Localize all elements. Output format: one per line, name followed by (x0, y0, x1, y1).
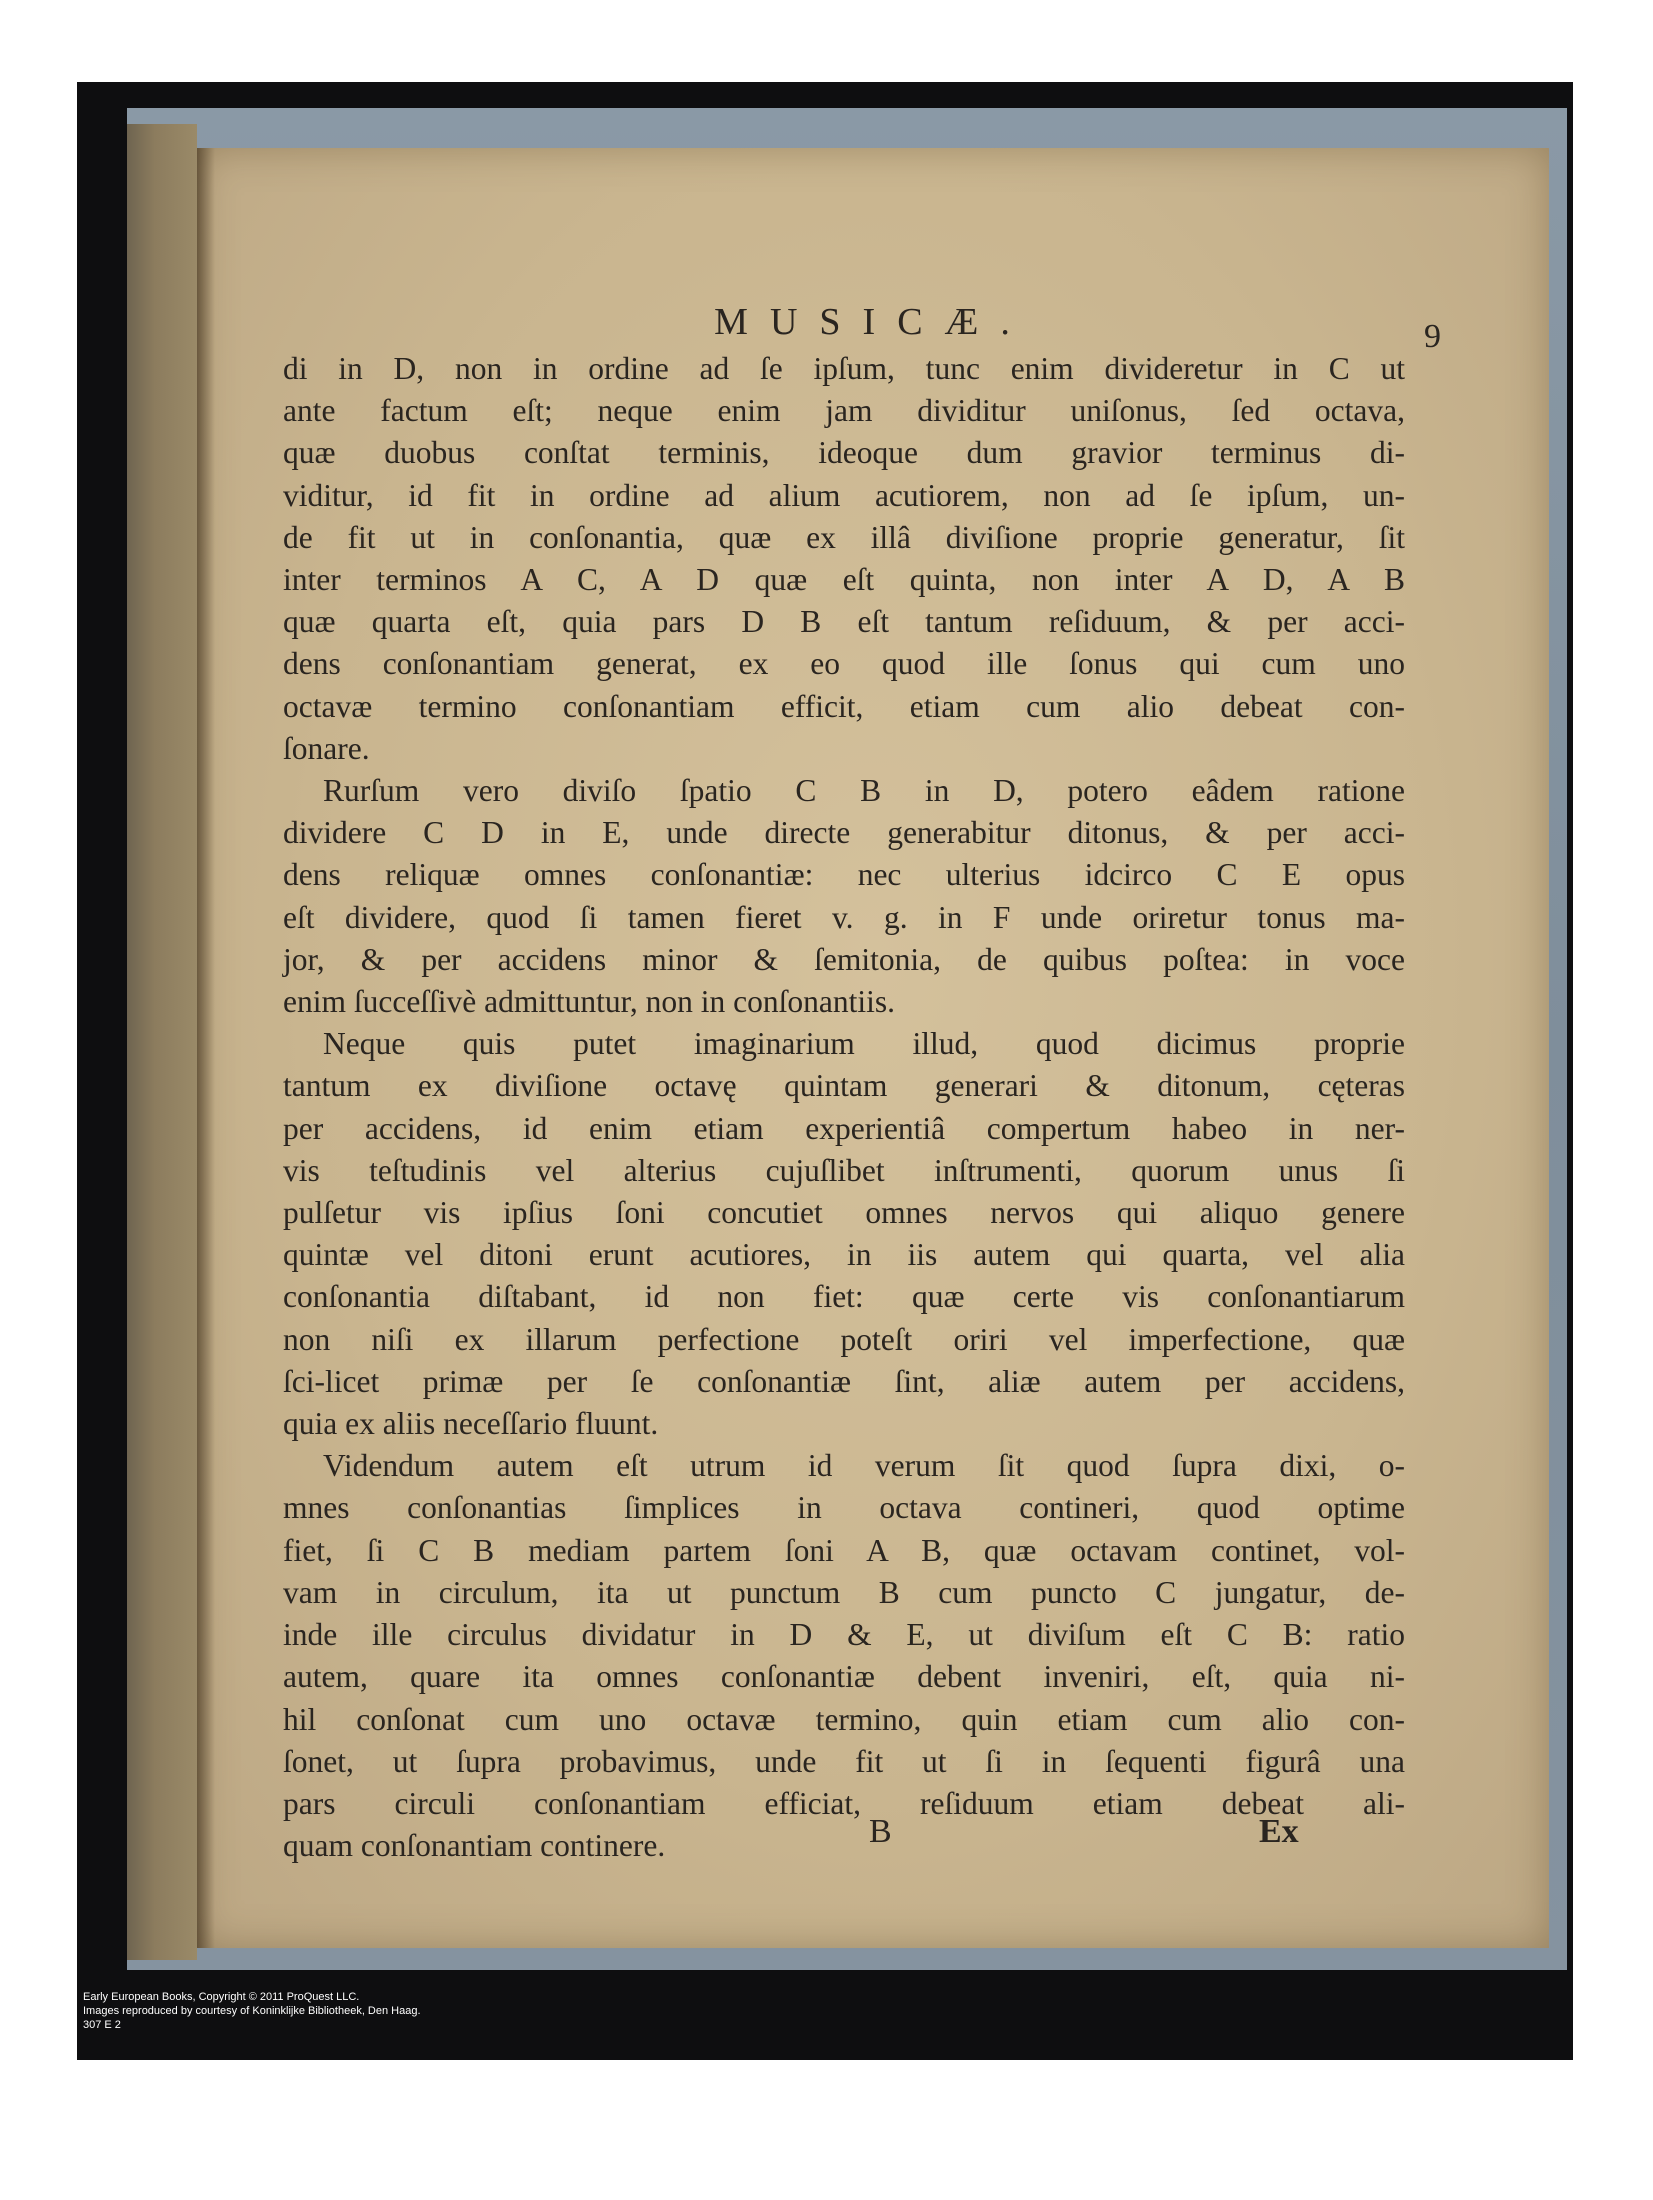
gutter-shadow (197, 148, 215, 1948)
running-head: MUSICÆ. (714, 301, 1032, 343)
text-line: pars circuli conſonantiam efficiat, reſiduum etiam debeat ali- (283, 1785, 1405, 1821)
text-line: ante factum eſt; neque enim jam dividitur uniſonus, ſed octava, (283, 393, 1405, 429)
text-line: vis teſtudinis vel alterius cujuſlibet inſtrumenti, quorum unus ſi (283, 1152, 1405, 1188)
text-line: pulſetur vis ipſius ſoni concutiet omnes nervos qui aliquo genere (283, 1195, 1405, 1231)
text-line: non niſi ex illarum perfectione poteſt oriri vel imperfectione, quæ (283, 1321, 1405, 1357)
text-line: mnes conſonantias ſimplices in octava contineri, quod optime (283, 1490, 1405, 1526)
text-line: vam in circulum, ita ut punctum B cum puncto C jungatur, de- (283, 1574, 1405, 1610)
text-line: Neque quis putet imaginarium illud, quod dicimus proprie (323, 1026, 1405, 1062)
text-line: octavæ termino conſonantiam efficit, etiam cum alio debeat con- (283, 688, 1405, 724)
text-line: Rurſum vero diviſo ſpatio C B in D, potero eâdem ratione (323, 773, 1405, 809)
catchword: Ex (1259, 1813, 1299, 1850)
footer-credits (83, 1990, 421, 2032)
courtesy-line: Images reproduced by courtesy of Koninklijke Bibliotheek, Den Haag. (83, 2005, 421, 2017)
text-line: quæ duobus conſtat terminis, ideoque dum gravior terminus di- (283, 435, 1405, 471)
text-line: di in D, non in ordine ad ſe ipſum, tunc enim divideretur in C ut (283, 351, 1405, 386)
paragraph (283, 1445, 1405, 1867)
scan-frame (77, 82, 1573, 2060)
paragraph (283, 348, 1405, 770)
text-line: conſonantia diſtabant, id non fiet: quæ certe vis conſonantiarum (283, 1279, 1405, 1315)
text-line: ſci-licet primæ per ſe conſonantiæ ſint, aliæ autem per accidens, (283, 1363, 1405, 1399)
book-page (197, 148, 1549, 1948)
text-line: eſt dividere, quod ſi tamen fieret v. g. in F unde oriretur tonus ma- (283, 899, 1405, 935)
body-text (283, 348, 1405, 1867)
text-line: inter terminos A C, A D quæ eſt quinta, non inter A D, A B (283, 562, 1405, 598)
binding-board (127, 108, 1567, 1970)
text-line: dens conſonantiam generat, ex eo quod ille ſonus qui cum uno (283, 646, 1405, 682)
copyright-line: Early European Books, Copyright © 2011 ProQuest LLC. (83, 1991, 360, 2003)
text-line: quintæ vel ditoni erunt acutiores, in iis autem qui quarta, vel alia (283, 1237, 1405, 1273)
paragraph (283, 1023, 1405, 1445)
text-line: dividere C D in E, unde directe generabitur ditonus, & per acci- (283, 815, 1405, 851)
text-line: autem, quare ita omnes conſonantiæ debent inveniri, eſt, quia ni- (283, 1659, 1405, 1695)
text-line: hil conſonat cum uno octavæ termino, quin etiam cum alio con- (283, 1701, 1405, 1737)
text-line: fiet, ſi C B mediam partem ſoni A B, quæ octavam continet, vol- (283, 1532, 1405, 1568)
page-number: 9 (1424, 318, 1441, 355)
text-line: enim ſucceſſivè admittuntur, non in conſonantiis. (283, 984, 895, 1020)
text-line: tantum ex diviſione octavę quintam generari & ditonum, cęteras (283, 1068, 1405, 1104)
text-line: jor, & per accidens minor & ſemitonia, de quibus poſtea: in voce (283, 941, 1405, 977)
text-line: inde ille circulus dividatur in D & E, ut diviſum eſt C B: ratio (283, 1617, 1405, 1653)
text-line: quam conſonantiam continere. (283, 1828, 666, 1864)
signature-mark: B (869, 1813, 892, 1850)
text-line: quæ quarta eſt, quia pars D B eſt tantum reſiduum, & per acci- (283, 604, 1405, 640)
text-line: quia ex aliis neceſſario fluunt. (283, 1406, 659, 1442)
text-line: Videndum autem eſt utrum id verum ſit quod ſupra dixi, o- (323, 1448, 1405, 1484)
paragraph (283, 770, 1405, 1023)
text-line: ſonet, ut ſupra probavimus, unde fit ut ſi in ſequenti figurâ una (283, 1743, 1405, 1779)
facing-page-edge (127, 124, 197, 1960)
shelfmark-line: 307 E 2 (83, 2019, 121, 2031)
text-line: ſonare. (283, 730, 370, 766)
text-line: viditur, id fit in ordine ad alium acutiorem, non ad ſe ipſum, un- (283, 477, 1405, 513)
text-line: per accidens, id enim etiam experientiâ compertum habeo in ner- (283, 1110, 1405, 1146)
text-line: dens reliquæ omnes conſonantiæ: nec ulterius idcirco C E opus (283, 857, 1405, 893)
text-line: de fit ut in conſonantia, quæ ex illâ diviſione proprie generatur, ſit (283, 519, 1405, 555)
